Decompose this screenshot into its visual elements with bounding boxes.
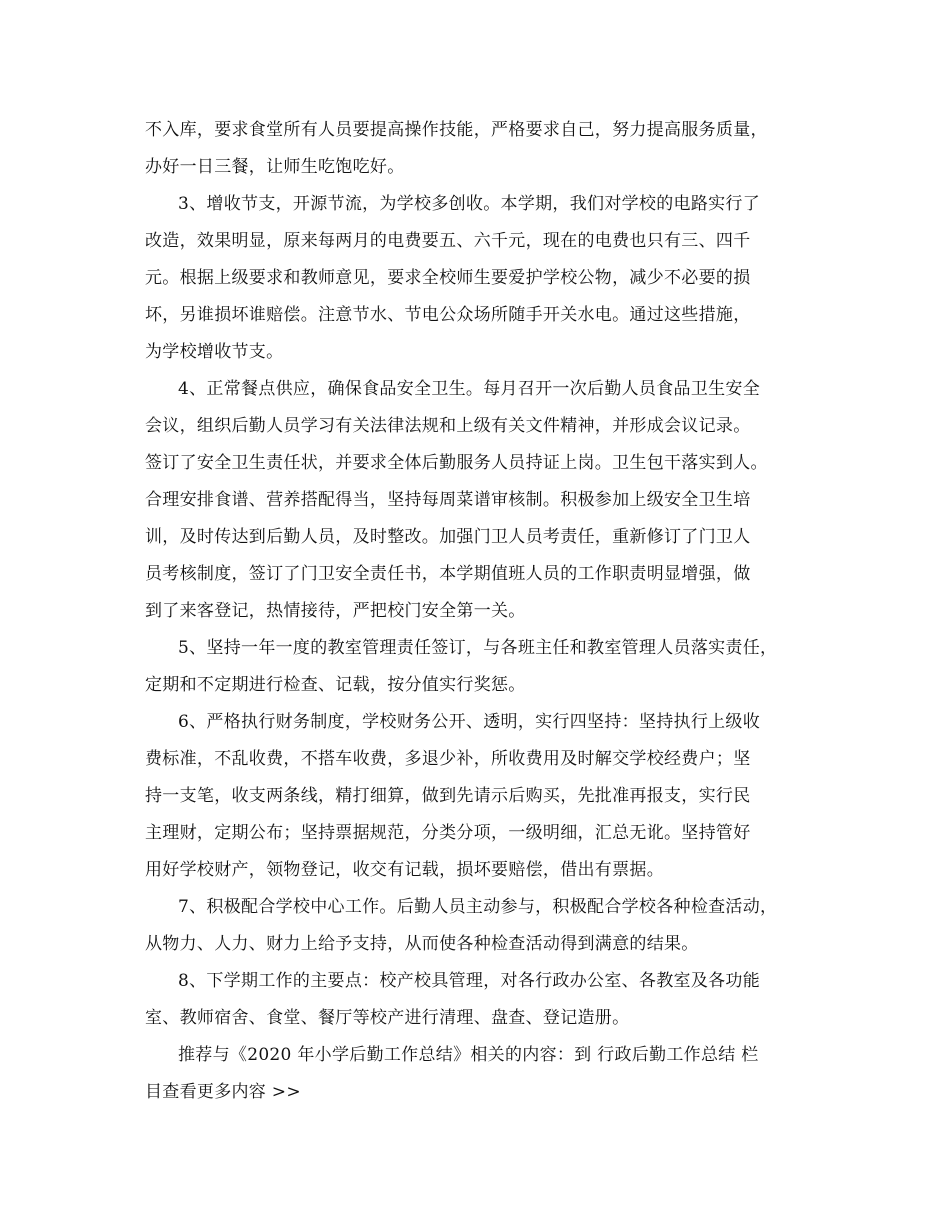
more-content-link[interactable]: 目查看更多内容 >> (145, 1082, 301, 1102)
text-line: 合理安排食谱、营养搭配得当，坚持每周菜谱审核制。积极参加上级安全卫生培 (145, 490, 751, 510)
text-line: 到了来客登记，热情接待，严把校门安全第一关。 (145, 601, 526, 621)
paragraph-item-5: 5、坚持一年一度的教室管理责任签订，与各班主任和教室管理人员落实责任， (178, 638, 778, 658)
text-line: 不入库，要求食堂所有人员要提高操作技能，严格要求自己，努力提高服务质量， (145, 120, 768, 140)
text-line: 为学校增收节支。 (145, 342, 284, 362)
text-line: 员考核制度，签订了门卫安全责任书，本学期值班人员的工作职责明显增强，做 (145, 564, 751, 584)
text-line: 改造，效果明显，原来每两月的电费要五、六千元，现在的电费也只有三、四千 (145, 231, 751, 251)
text-line: 训，及时传达到后勤人员，及时整改。加强门卫人员考责任，重新修订了门卫人 (145, 527, 751, 547)
text-line: 主理财，定期公布；坚持票据规范，分类分项，一级明细，汇总无讹。坚持管好 (145, 823, 751, 843)
text-line: 元。根据上级要求和教师意见，要求全校师生要爱护学校公物，减少不必要的损 (145, 268, 751, 288)
text-line: 坏，另谁损坏谁赔偿。注意节水、节电公众场所随手开关水电。通过这些措施， (145, 305, 751, 325)
text-line: 用好学校财产，领物登记，收交有记载，损坏要赔偿，借出有票据。 (145, 860, 664, 880)
paragraph-item-7: 7、积极配合学校中心工作。后勤人员主动参与，积极配合学校各种检查活动， (178, 897, 778, 917)
text-line: 室、教师宿舍、食堂、餐厅等校产进行清理、盘查、登记造册。 (145, 1008, 630, 1028)
paragraph-item-3: 3、增收节支，开源节流，为学校多创收。本学期，我们对学校的电路实行了 (178, 194, 761, 214)
text-line: 从物力、人力、财力上给予支持，从而使各种检查活动得到满意的结果。 (145, 934, 699, 954)
text-line: 费标准，不乱收费，不搭车收费，多退少补，所收费用及时解交学校经费户；坚 (145, 749, 751, 769)
text-line: 定期和不定期进行检查、记载，按分值实行奖惩。 (145, 675, 526, 695)
text-line: 会议，组织后勤人员学习有关法律法规和上级有关文件精神，并形成会议记录。 (145, 416, 751, 436)
text-line: 签订了安全卫生责任状，并要求全体后勤服务人员持证上岗。卫生包干落实到人。 (145, 453, 768, 473)
paragraph-item-4: 4、正常餐点供应，确保食品安全卫生。每月召开一次后勤人员食品卫生安全 (178, 379, 761, 399)
text-line: 持一支笔，收支两条线，精打细算，做到先请示后购买，先批准再报支，实行民 (145, 786, 751, 806)
text-line: 办好一日三餐，让师生吃饱吃好。 (145, 157, 405, 177)
recommendation-line: 推荐与《2020 年小学后勤工作总结》相关的内容：到 行政后勤工作总结 栏 (178, 1045, 759, 1065)
paragraph-item-8: 8、下学期工作的主要点：校产校具管理，对各行政办公室、各教室及各功能 (178, 971, 761, 991)
paragraph-item-6: 6、严格执行财务制度，学校财务公开、透明，实行四坚持：坚持执行上级收 (178, 712, 761, 732)
